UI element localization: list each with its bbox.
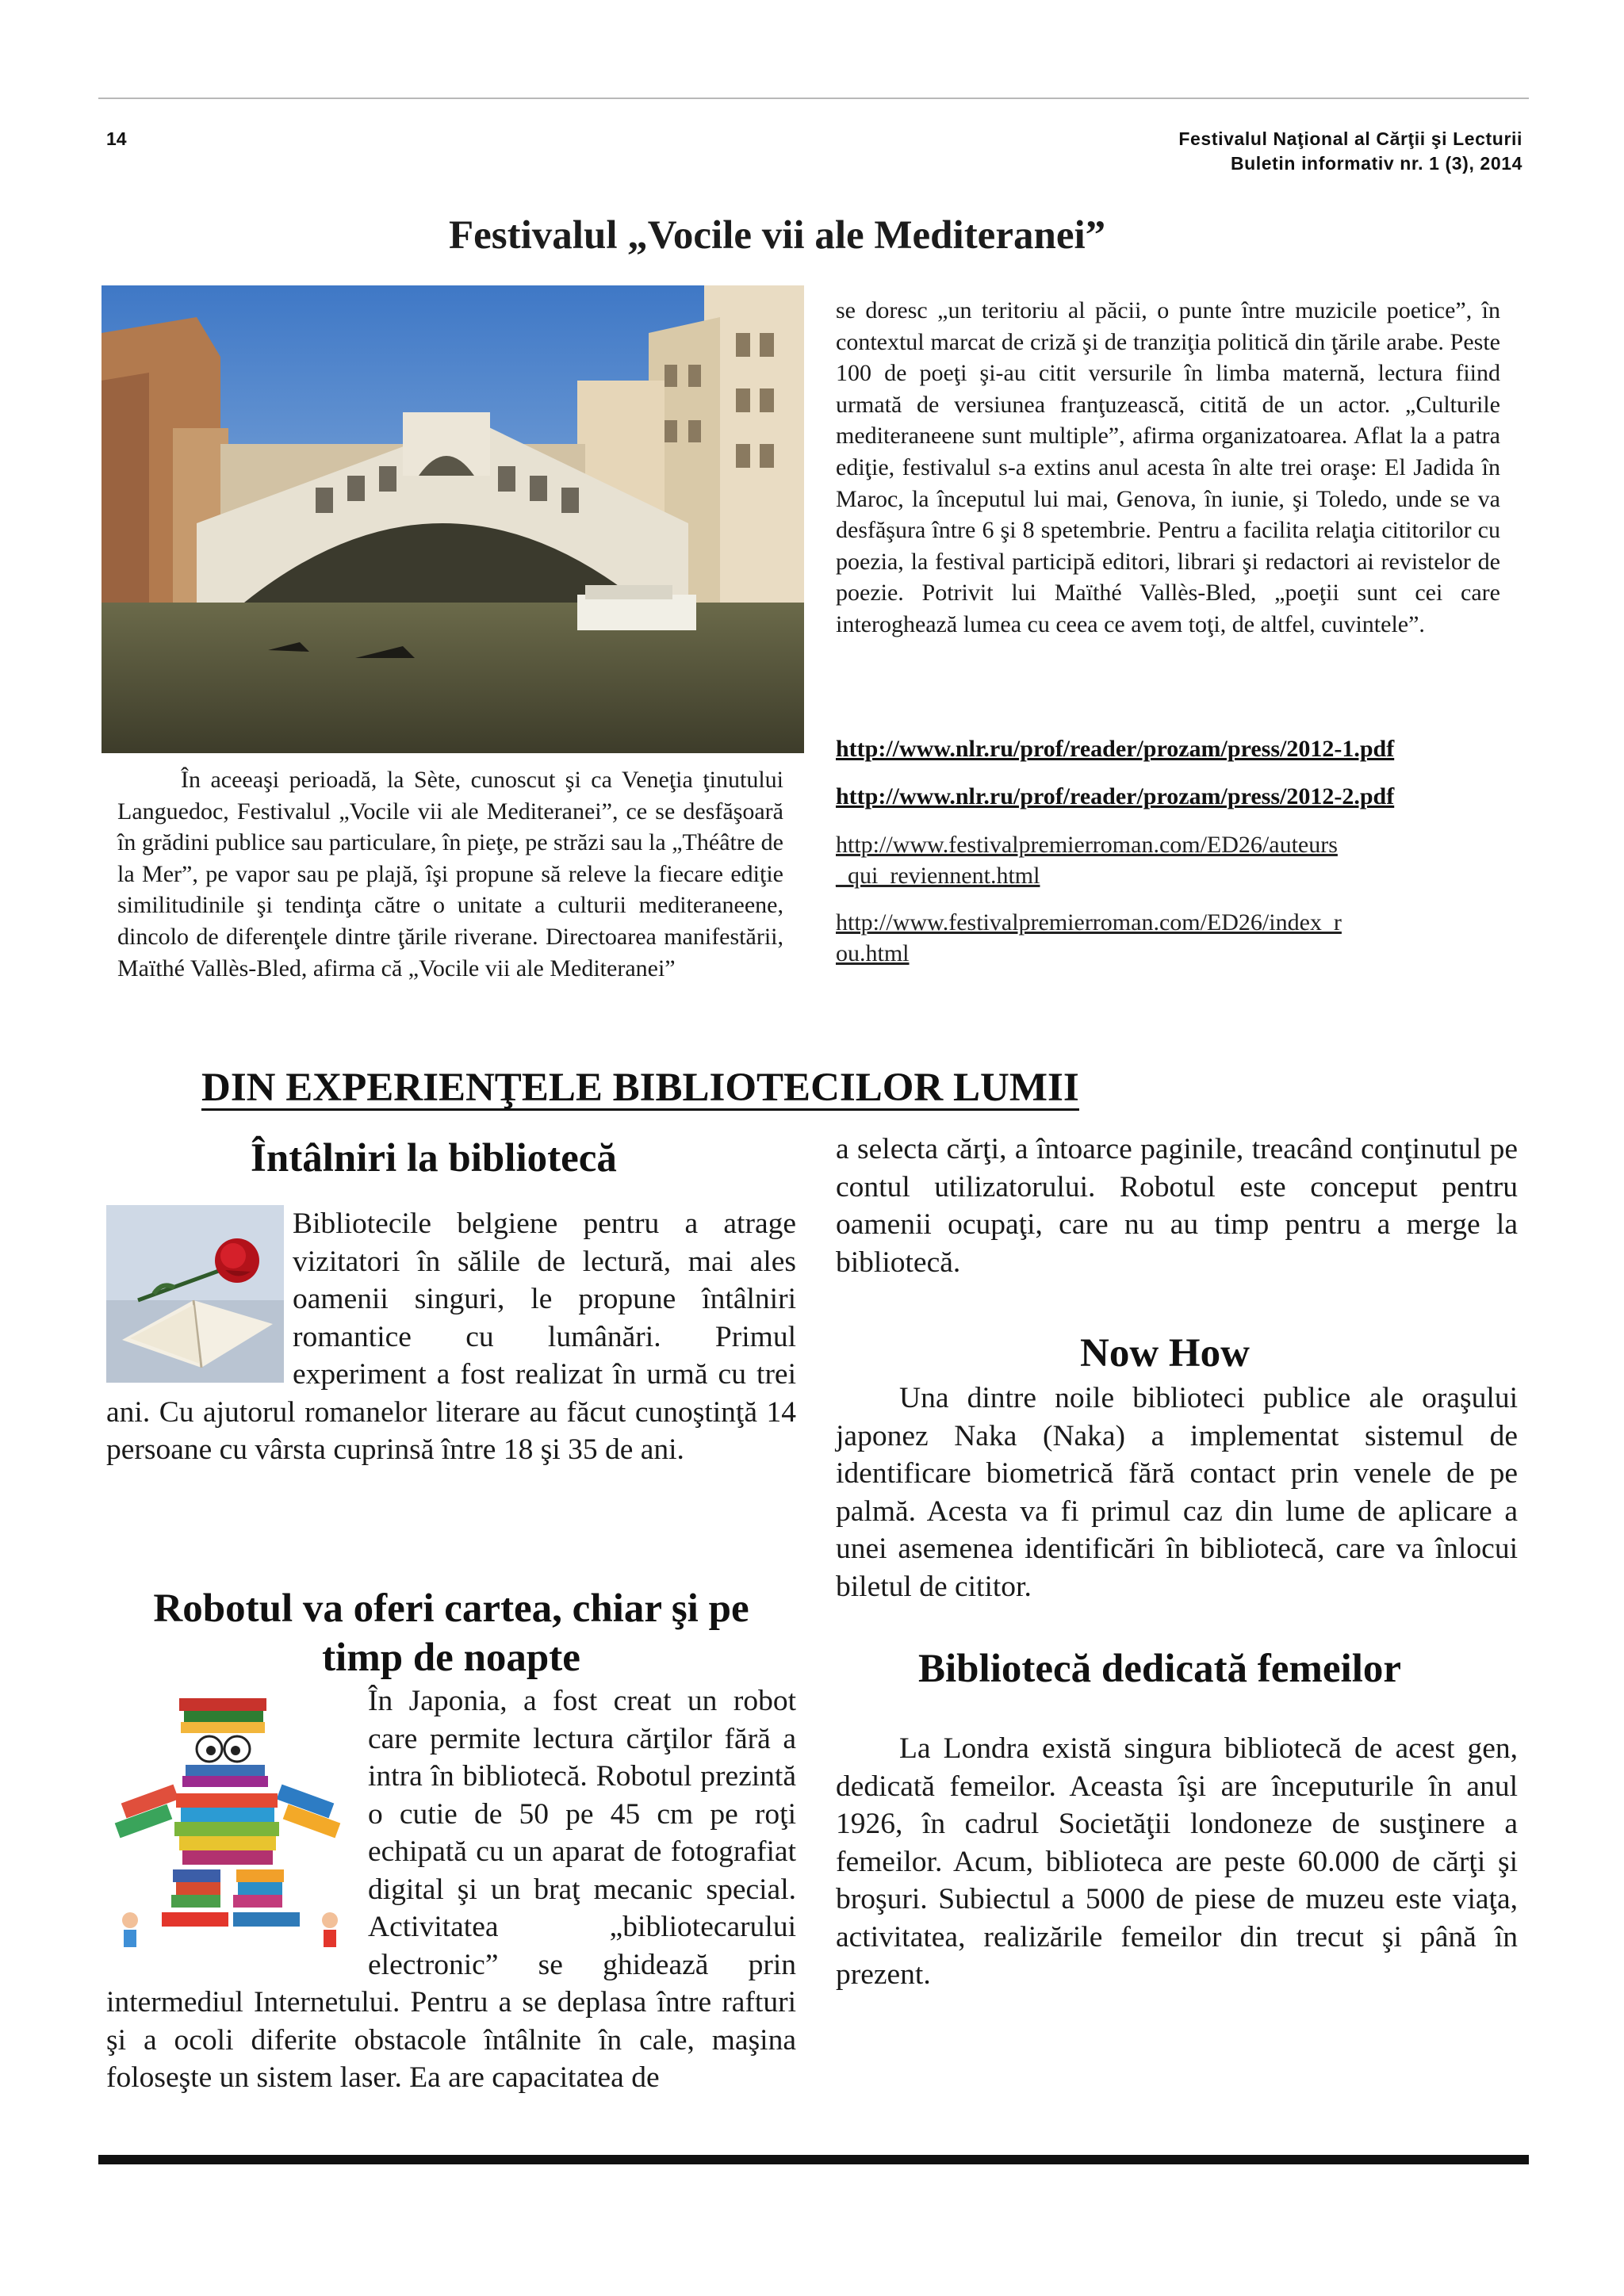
footer-rule	[98, 2155, 1529, 2164]
source-link-4[interactable]: http://www.festivalpremierroman.com/ED26/index_rou.html	[836, 909, 1342, 966]
femei-paragraph: La Londra există singura bibliotecă de acest gen, dedicată femeilor. Aceasta îşi are începuturile în anul 1926, în cadrul Societăţii londoneze de susţinere a femeilor. Acum, biblioteca are peste 60.000 de cărţi şi broşuri. Subiectul a 5000 de piese de muzeu este viaţa, activitatea, realizările femeilor din trecut şi până în prezent.	[836, 1732, 1518, 1991]
book-robot-illustration	[106, 1682, 368, 1971]
running-header	[1178, 127, 1522, 176]
venice-bridge-photo	[102, 285, 804, 753]
header-rule	[98, 98, 1529, 99]
robotul-paragraph: În Japonia, a fost creat un robot care permite lectura cărţilor fără a intra în bibliotecă. Robotul prezintă o cutie de 50 pe 45 cm pe roţi echipată cu un aparat de fotografiat digital şi un braţ mecanic special. Activitatea „bibliotecarului electronic” se ghidează prin intermediul Internetului. Pentru a se deplasa între rafturi şi a ocoli diferite obstacole întâlnite în cale, maşina foloseşte un sistem laser. Ea are capacitatea de	[106, 1685, 796, 2094]
robotul-title	[116, 1584, 787, 1682]
running-header-title: Festivalul Naţional al Cărţii şi Lecturii	[1178, 128, 1522, 149]
running-header-issue: Buletin informativ nr. 1 (3), 2014	[1230, 153, 1522, 174]
source-link-2[interactable]: http://www.nlr.ru/prof/reader/prozam/press/2012-2.pdf	[836, 783, 1395, 809]
article-left-paragraph: În aceeaşi perioadă, la Sète, cunoscut şi ca Veneţia ţinutului Languedoc, Festivalul „Vocile vii ale Mediteranei”, ce se desfăşoară în grădini publice sau particulare, în pieţe, pe străzi sau la „Théâtre de la Mer”, pe vapor sau pe plajă, îşi propune să releve la fiecare ediţie similitudinile şi tendinţa către o unitate a culturii mediteraneene, dincolo de diferenţele dintre ţările riverane. Directoarea manifestării, Maïthé Vallès-Bled, afirma că „Vocile vii ale Mediteranei”	[117, 767, 783, 982]
robotul-title-line-2: timp de noapte	[322, 1636, 580, 1680]
article-title: Festivalul „Vocile vii ale Mediteranei”	[449, 213, 1106, 258]
nowhow-title: Now How	[1080, 1331, 1250, 1376]
book-rose-image	[106, 1205, 293, 1389]
nowhow-paragraph: Una dintre noile biblioteci publice ale oraşului japonez Naka (Naka) a implementat sistemul de identificare biometrică fără contact prin venele de pe palmă. Acesta va fi primul caz din lume de aplicare a unei asemenea identificări în bibliotecă, care va înlocui biletul de cititor.	[836, 1382, 1518, 1603]
robotul-title-line-1: Robotul va oferi cartea, chiar şi pe	[153, 1586, 749, 1631]
femei-title: Bibliotecă dedicată femeilor	[918, 1647, 1402, 1691]
intalniri-title: Întâlniri la bibliotecă	[251, 1136, 617, 1181]
section-title: DIN EXPERIENŢELE BIBLIOTECILOR LUMII	[201, 1066, 1079, 1110]
article-right-paragraph: se doresc „un teritoriu al păcii, o punte între muzicile poetice”, în contextul marcat de criză şi de tranziţia politică din ţările arabe. Peste 100 de poeţi şi-au citit versurile în limba maternă, lectura fiind urmată de versiunea franţuzească, citită de un actor. „Culturile mediteraneene sunt multiple”, afirma organizatoarea. Aflat la a patra ediţie, festivalul s-a extins anul acesta în alte trei oraşe: El Jadida în Maroc, la începutul lui mai, Genova, în iunie, şi Toledo, unde se va desfăşura între 6 şi 8 spetembrie. Pentru a facilita relaţia cititorilor cu poezia, la festival participă editori, librari şi redactori ai revistelor de poezie. Potrivit lui Maïthé Vallès-Bled, „poeţii sunt cei care interoghează lumea cu ceea ce avem toţi, de altfel, cuvintele”.	[836, 297, 1500, 637]
robotul-block	[106, 1682, 796, 2097]
robotul-continuation: a selecta cărţi, a întoarce paginile, treacând conţinutul pe contul utilizatorului. Robotul este conceput pentru oamenii ocupaţi, care nu au timp pentru a merge la bibliotecă.	[836, 1133, 1518, 1279]
page-number: 14	[106, 128, 127, 149]
source-link-1[interactable]: http://www.nlr.ru/prof/reader/prozam/press/2012-1.pdf	[836, 736, 1395, 762]
source-link-3[interactable]: http://www.festivalpremierroman.com/ED26/auteurs_qui_reviennent.html	[836, 832, 1338, 889]
intalniri-paragraph: Bibliotecile belgiene pentru a atrage vizitatori în sălile de lectură, mai ales oamenii singuri, le propune întâlniri romantice cu lumânări. Primul experiment a fost realizat în urmă cu trei ani. Cu ajutorul romanelor literare au făcut cunoştinţă 14 persoane cu vârsta cuprinsă între 18 şi 35 de ani.	[106, 1207, 796, 1466]
intalniri-block	[106, 1205, 796, 1469]
